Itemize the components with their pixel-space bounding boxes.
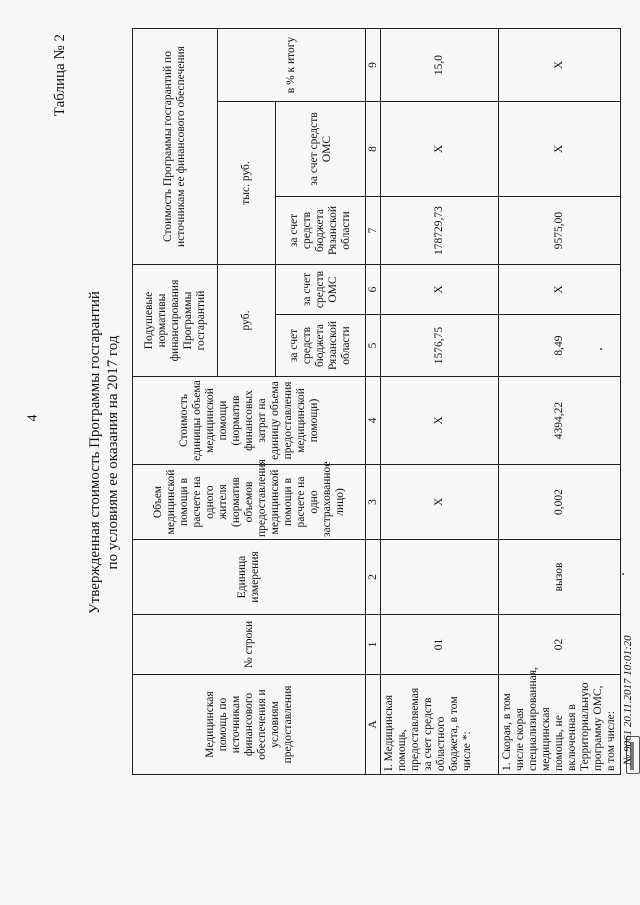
header-col-a: Медицинская помощь по источникам финансового обеспечения и условиям предоставления [133,675,366,775]
header-cost-oms: за счет средств ОМС [276,102,366,197]
header-col-1: № строки [133,615,366,675]
colnum-8: 8 [366,102,381,197]
header-rub: руб. [218,265,276,377]
header-cost-budget: за счет средств бюджета Рязанской области [276,197,366,265]
row-unit [381,540,499,615]
header-norm-budget: за счет средств бюджета Рязанской области [276,315,366,377]
row-line: 01 [381,615,499,675]
table-row [499,29,621,775]
row-volume: X [381,465,499,540]
header-percent: в % к итогу [218,29,366,102]
header-norm-group: Подушевые нормативы финансирования Программы госгарантий [133,265,218,377]
table-row [381,29,499,775]
document-footer: № 9061 20.11.2017 10:01:20 [622,635,634,765]
header-col-3: Объем медицинской помощи в расчете на одного жителя (норматив объемов предоставления медицинской помощи в расчете на одно застрахованное лицо) [133,465,366,540]
colnum-3: 3 [366,465,381,540]
header-cost-group: Стоимость Программы госгарантий по источникам ее финансового обеспечения [133,29,218,265]
colnum-5: 5 [366,315,381,377]
document-subtitle: по условиям ее оказания на 2017 год [105,335,121,570]
row-norm-oms: X [381,265,499,315]
row-unit-cost: 4394,22 [499,377,621,465]
row-unit-cost: X [381,377,499,465]
header-norm-oms: за счет средств ОМС [276,265,366,315]
cost-table [132,28,621,775]
row-percent: X [499,29,621,102]
row-volume: 0,002 [499,465,621,540]
page-number: 4 [25,414,41,422]
row-percent: 15,0 [381,29,499,102]
row-name: 1. Скорая, в том числе скорая специализированная, медицинская помощь, не включенная в Территориальную программу ОМС, в том числе: [499,675,621,775]
row-cost-budget: 178729,73 [381,197,499,265]
scan-speck [600,348,602,350]
row-norm-budget: 1576,75 [381,315,499,377]
header-col-4: Стоимость единицы объема медицинской помощи (норматив финансовых затрат на единицу объема предоставления медицинской помощи) [133,377,366,465]
colnum-6: 6 [366,265,381,315]
header-col-2: Единица измерения [133,540,366,615]
scan-speck [622,573,624,575]
colnum-4: 4 [366,377,381,465]
row-cost-oms: X [499,102,621,197]
header-thous-rub: тыс. руб. [218,102,276,265]
colnum-9: 9 [366,29,381,102]
colnum-a: А [366,675,381,775]
colnum-1: 1 [366,615,381,675]
row-unit: вызов [499,540,621,615]
row-norm-oms: X [499,265,621,315]
colnum-2: 2 [366,540,381,615]
document-title: Утвержденная стоимость Программы госгарантий [87,291,103,614]
row-cost-oms: X [381,102,499,197]
row-name: I. Медицинская помощь, предоставляемая за счет средств областного бюджета, в том числе *: [381,675,499,775]
colnum-7: 7 [366,197,381,265]
table-label: Таблица № 2 [52,34,68,117]
row-norm-budget: 8,49 [499,315,621,377]
row-line: 02 [499,615,621,675]
row-cost-budget: 9575,00 [499,197,621,265]
